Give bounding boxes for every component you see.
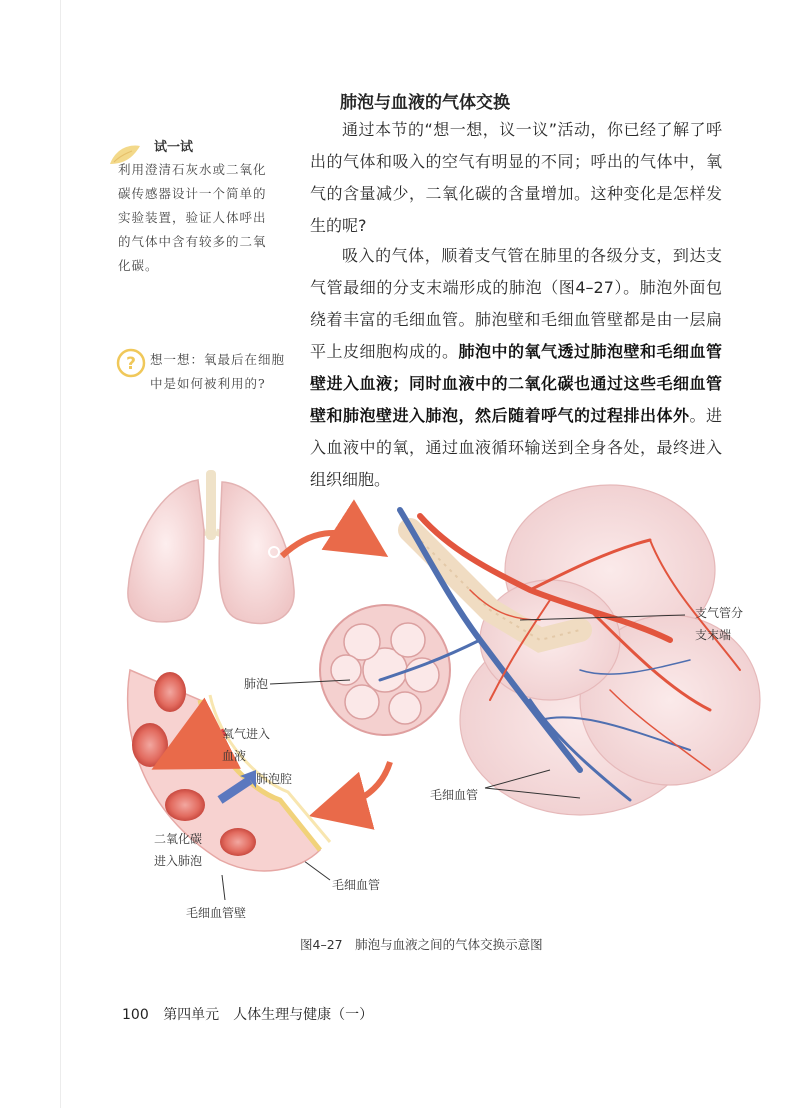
page-edge [60, 0, 61, 1108]
think-text: 想一想：氧最后在细胞中是如何被利用的? [150, 352, 286, 391]
label-oxygen-2: 血液 [222, 749, 247, 763]
paragraph-2-part-c: 。进入血液中的氧，通过血液循环输送到全身各处，最终进入组织细胞。 [310, 406, 722, 489]
figure-caption: 图4–27 肺泡与血液之间的气体交换示意图 [300, 937, 543, 952]
page-footer [122, 1004, 373, 1024]
label-capillary-2: 毛细血管 [332, 878, 381, 892]
label-capillary: 毛细血管 [430, 788, 479, 802]
lungs-icon [128, 470, 294, 623]
try-it-title: 试一试 [154, 140, 194, 155]
label-co2-2: 进入肺泡 [154, 854, 203, 868]
question-icon [116, 348, 146, 378]
label-bronchiole-end-1: 支气管分 [695, 606, 744, 620]
zoom-arrow-1 [282, 533, 368, 556]
label-capillary-wall: 毛细血管壁 [186, 906, 247, 920]
gas-exchange-figure [110, 470, 790, 930]
unit-title: 第四单元 人体生理与健康（一） [163, 1007, 374, 1023]
label-bronchiole-end-2: 支末端 [695, 628, 732, 642]
label-alveolus: 肺泡 [244, 677, 269, 691]
paragraph-2-part-a: 吸入的气体，顺着支气管在肺里的各级分支，到达支气管最细的分支末端形成的肺泡（图4–27）。肺泡外面包绕着丰富的毛细血管。肺泡壁和毛细血管壁都是由一层扁平上皮细胞构成的。 [310, 246, 722, 361]
paragraph-2 [310, 240, 722, 496]
paragraph-2-bold: 肺泡中的氧气透过肺泡壁和毛细血管壁进入血液；同时血液中的二氧化碳也通过这些毛细血管壁和肺泡壁进入肺泡，然后随着呼气的过程排出体外 [310, 342, 722, 425]
page-number: 100 [122, 1007, 149, 1023]
paragraph-1: 通过本节的“想一想，议一议”活动，你已经了解了呼出的气体和吸入的空气有明显的不同；呼出的气体中，氧气的含量减少，二氧化碳的含量增加。这种变化是怎样发生的呢? [310, 120, 722, 235]
label-co2-1: 二氧化碳 [154, 832, 203, 846]
try-it-text: 利用澄清石灰水或二氧化碳传感器设计一个简单的实验装置，验证人体呼出的气体中含有较多的二氧化碳。 [118, 162, 267, 273]
label-alveolar-cavity: 肺泡腔 [256, 772, 293, 786]
section-heading: 肺泡与血液的气体交换 [340, 93, 510, 113]
label-oxygen-1: 氧气进入 [222, 727, 271, 741]
zoom-arrow-2 [332, 762, 390, 810]
svg-text:?: ? [126, 354, 136, 374]
figure-illustration [110, 470, 790, 930]
